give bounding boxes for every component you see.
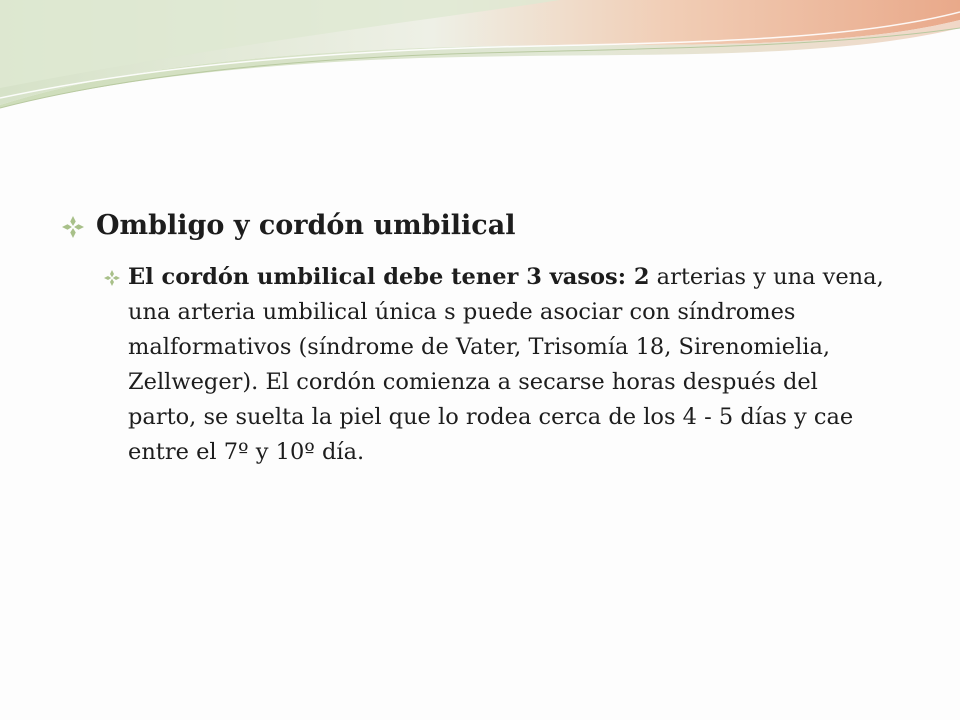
level2-bullet — [104, 260, 912, 470]
level1-bullet — [62, 206, 912, 246]
content-area — [62, 206, 912, 470]
diamond-four-petal-icon — [62, 216, 84, 238]
slide-heading: Ombligo y cordón umbilical — [96, 210, 516, 241]
body-paragraph — [128, 260, 888, 470]
header-wave-decoration — [0, 0, 960, 120]
body-text: arterias y una vena, una arteria umbilical única s puede asociar con síndromes malformativos (síndrome de Vater, Trisomía 18, Sirenomielia, Zellweger). El cordón comienza a secarse horas después del parto, se suelta la piel que lo rodea cerca de los 4 - 5 días y cae entre el 7º y 10º día. — [128, 264, 884, 465]
body-bold-text: El cordón umbilical debe tener 3 vasos: 2 — [128, 264, 650, 290]
diamond-four-petal-icon — [104, 270, 120, 286]
